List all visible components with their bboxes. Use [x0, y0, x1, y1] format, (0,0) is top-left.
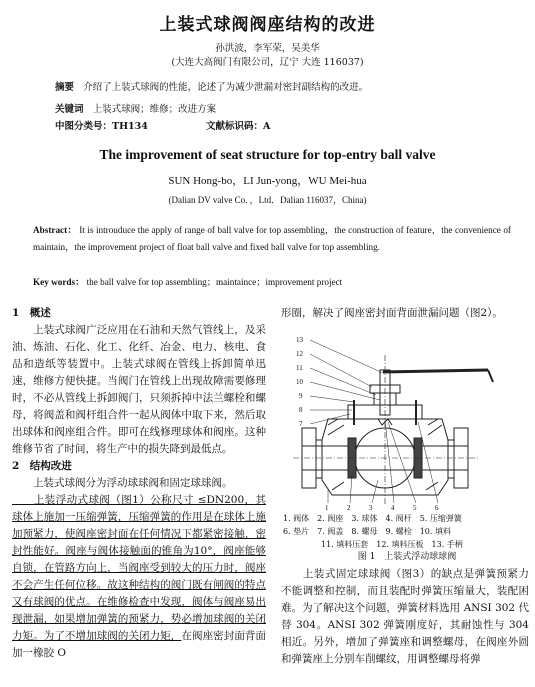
cn-keywords — [55, 101, 500, 118]
authors: 孙洪波，李军荣，吴美华 — [215, 43, 320, 54]
callout-11: 11 — [296, 364, 303, 372]
section-2-paragraph-2-end: 在阀座密封面背面加一橡胶 O — [12, 630, 266, 659]
section-2-paragraph-2 — [12, 492, 266, 662]
legend-line-3: 11. 填料压套 12. 填料压板 13. 手柄 — [321, 540, 463, 549]
english-keywords-label: Key words： — [33, 277, 85, 287]
section-2-heading: 2 结构改进 — [12, 460, 72, 472]
callout-13: 13 — [296, 336, 303, 344]
english-keywords-text: the ball valve for top assembling；maintaince；improvement project — [86, 277, 343, 287]
left-column — [12, 305, 266, 662]
right-column-top: 形圈，解决了阀座密封面背面泄漏问题（图2）。 — [281, 307, 503, 319]
section-1-paragraph: 上装式球阀广泛应用在石油和天然气管线上，及采油、炼油、石化、化工、化纤、冶金、电力、核电、食品和造纸等装置中。上装式球阀在管线上拆卸简单迅速，维修方便快捷。当阀门在管线上出现故障需要修理时，不必从管线上拆卸阀门，只须拆掉中法兰螺栓和螺母，将阀盖和阀杆组合件一起从阀体中取下来，然后取出球体和阀座组合件。即可在线修理球体和阀座。这种维修节省了时间，将生产中的损失降到最低点。 — [12, 324, 266, 455]
cn-keywords-text: 上装式球阀；维修；改进方案 — [92, 104, 217, 115]
legend-line-2: 6. 垫片 7. 阀盖 8. 螺母 9. 螺栓 10. 填料 — [283, 527, 451, 536]
english-affiliation: (Dalian DV valve Co．，Ltd．Dalian 116037，China) — [168, 195, 367, 205]
callout-3: 3 — [369, 504, 373, 510]
section-2-paragraph-2-underlined: 上装浮动式球阀（图1）公称尺寸 ≤DN200，其球体上施加一压缩弹簧，压缩弹簧的作用是在球体上施加预紧力，使阀座密封面在任何情况下都紧密接触，密封性能好。阀座与阀体接触面的锥角为10°，阀座能够自锁，在管路方向上，当阀座受到较大的压力时，阀座不会产生任何位移。故这种结构的阀门既有闸阀的特点又有球阀的优点。在维修检查中发现，阀体与阀座易出现泄漏，如果增加弹簧的预紧力，势必增加球阀的关闭力矩。为了不增加球阀的关闭力矩， — [12, 494, 266, 642]
callout-7: 7 — [299, 420, 303, 428]
doc-code-label: 文献标识码： — [205, 121, 263, 132]
english-abstract-label: Abstract： — [33, 225, 77, 235]
callout-6: 6 — [435, 504, 439, 510]
callout-1: 1 — [325, 504, 329, 510]
english-abstract-text: It is introuduce the apply of range of ball valve for top assembling，the construction of feature，the convenience of maintain，the improvement project of float ball valve and fixed ball valve for top assembling. — [33, 225, 511, 252]
cn-classification — [55, 118, 500, 135]
callout-2: 2 — [347, 504, 351, 510]
callout-9: 9 — [299, 392, 303, 400]
callout-10: 10 — [296, 378, 303, 386]
doc-code-value: A — [262, 121, 271, 132]
callout-8: 8 — [299, 406, 303, 414]
cn-abstract-text: 介绍了上装式球阀的性能，论述了为减少泄漏对密封副结构的改进。 — [83, 82, 369, 93]
english-authors: SUN Hong-bo，LI Jun-yong，WU Mei-hua — [168, 175, 367, 187]
clc-label: 中图分类号： — [55, 121, 113, 132]
cn-abstract — [55, 79, 500, 96]
english-keywords — [33, 274, 511, 288]
figure-1-caption: 图 1 上装式浮动球球阀 — [357, 552, 457, 562]
section-2-paragraph-1: 上装式球阀分为浮动球球阀和固定球球阀。 — [12, 477, 233, 489]
right-column-bottom: 上装式固定球球阀（图3）的缺点是弹簧预紧力不能调整和控制，而且装配时弹簧压缩量大，装配困难。为了解决这个问题，弹簧材料选用 ANSI 302 代替 304。ANSI 302 弹簧刚度好，其耐蚀性与 304 相近。另外，增加了弹簧座和调整螺母，在阀座外圆和弹簧座上分别车削螺纹，用调整螺母将弹 — [281, 568, 529, 665]
section-1-heading: 1 概述 — [12, 307, 51, 319]
affiliation: (大连大高阀门有限公司，辽宁 大连 116037) — [171, 57, 364, 68]
callout-12: 12 — [296, 350, 303, 358]
paper-title: 上装式球阀阀座结构的改进 — [159, 15, 376, 35]
cn-abstract-label: 摘要 — [55, 82, 75, 93]
legend-line-1: 1. 阀体 2. 阀座 3. 球体 4. 阀杆 5. 压缩弹簧 — [283, 514, 462, 523]
english-abstract — [33, 222, 511, 256]
cn-keywords-label: 关键词 — [55, 104, 84, 115]
figure-1-ball-valve-drawing — [288, 330, 523, 510]
clc-value: TH134 — [112, 121, 148, 132]
callout-5: 5 — [413, 504, 417, 510]
callout-4: 4 — [391, 504, 395, 510]
english-title: The improvement of seat structure for top-entry ball valve — [99, 147, 436, 162]
figure-1-legend — [283, 512, 531, 564]
